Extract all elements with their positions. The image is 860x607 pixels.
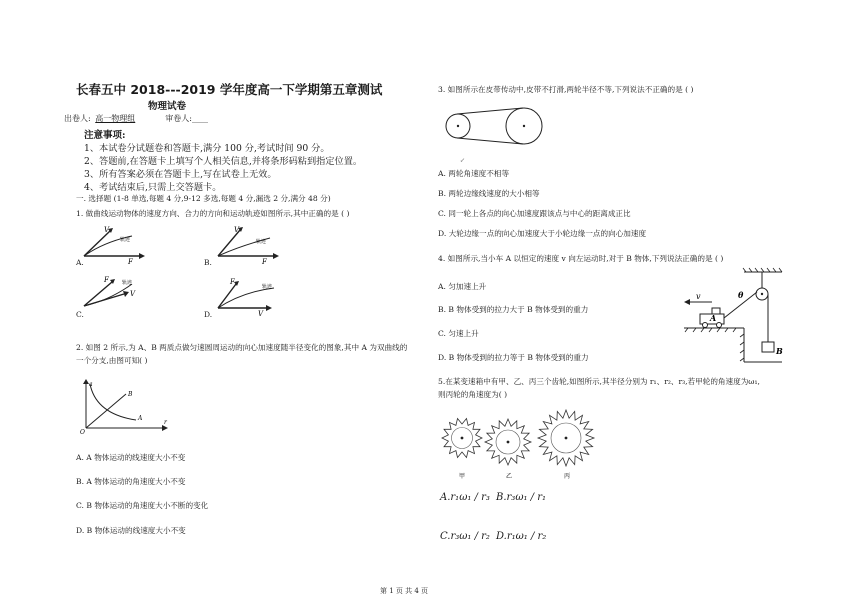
- q4-option-c: C. 匀速上升: [438, 329, 479, 338]
- q1-option-c: C.: [76, 310, 84, 319]
- q2-option-c: C. B 物体运动的角速度大小不断的变化: [76, 501, 209, 510]
- q5-option-b: B.r₃ω₁ / r₁: [496, 492, 546, 503]
- page-footer: 第 1 页 共 4 页: [380, 587, 429, 595]
- exam-title: 长春五中 2018---2019 学年度高一下学期第五章测试: [76, 82, 383, 97]
- q5-gears-figure: [438, 408, 608, 480]
- f-label: F: [128, 258, 133, 266]
- q3-option-c: C. 同一轮上各点的向心加速度跟该点与中心的距离成正比: [438, 209, 631, 218]
- q1-figure-d: [218, 278, 278, 316]
- theta-label: θ: [738, 290, 744, 300]
- q3-belt-figure: [440, 106, 550, 166]
- q1-stem: 1. 做曲线运动物体的速度方向、合力的方向和运动轨迹如图所示,其中正确的是 ( ): [76, 209, 350, 218]
- q5-option-a: A.r₁ω₁ / r₃: [440, 492, 490, 503]
- q2-option-a: A. A 物体运动的线速度大小不变: [76, 453, 186, 462]
- block-b-label: B: [776, 346, 783, 356]
- origin-label: O: [80, 429, 85, 436]
- f-label: F: [104, 276, 109, 284]
- q4-option-a: A. 匀加速上升: [438, 282, 487, 291]
- q4-stem: 4. 如图所示,当小车 A 以恒定的速度 v 向左运动时,对于 B 物体,下列说法正确的是 ( ): [438, 254, 724, 263]
- velocity-label: v: [696, 292, 701, 301]
- notice-item: 1、本试卷分试题卷和答题卡,满分 100 分,考试时间 90 分。: [84, 143, 330, 154]
- q1-figure-c: [84, 278, 144, 316]
- axis-a-label: a: [89, 381, 93, 388]
- q2-stem-line1: 2. 如图 2 所示,为 A、B 两质点做匀速圆周运动的向心加速度随半径变化的图象,其中 A 为双曲线的: [76, 343, 408, 352]
- q1-option-d: D.: [204, 310, 213, 319]
- curve-a-label: A: [138, 415, 143, 422]
- gear-label-jia: 甲: [459, 473, 466, 480]
- gear-bing-center: [565, 437, 568, 440]
- track-label: 轨迹: [120, 237, 131, 243]
- q3-option-a: A. 两轮角速度不相等: [438, 169, 510, 178]
- gear-label-bing: 丙: [564, 473, 571, 480]
- gear-yi-center: [507, 441, 510, 444]
- q5-option-d: D.r₁ω₁ / r₂: [496, 531, 547, 542]
- author-value: 高一物理组: [95, 114, 136, 123]
- v-label: V: [234, 226, 240, 234]
- notice-item: 3、所有答案必须在答题卡上,写在试卷上无效。: [84, 169, 277, 180]
- q1-option-b: B.: [204, 258, 212, 267]
- q4-option-d: D. B 物体受到的拉力等于 B 物体受到的重力: [438, 353, 589, 362]
- q3-stem: 3. 如图所示在皮带传动中,皮带不打滑,两轮半径不等,下列说法不正确的是 ( ): [438, 85, 694, 94]
- track-label: 轨迹: [256, 239, 267, 245]
- reviewer-value: ____: [191, 114, 208, 123]
- q1-figure-a: [84, 226, 144, 264]
- f-label: F: [262, 258, 267, 266]
- q5-stem-line2: 则丙轮的角速度为( ): [438, 390, 508, 399]
- q5-stem-line1: 5.在某变速箱中有甲、乙、丙三个齿轮,如图所示,其半径分别为 r₁、r₂、r₃,若甲轮的角速度为ω₁,: [438, 377, 760, 386]
- q2-stem-line2: 一个分支,由图可知( ): [76, 356, 148, 365]
- q5-option-c: C.r₃ω₁ / r₂: [440, 531, 490, 542]
- v-label: V: [104, 226, 110, 234]
- exam-subtitle: 物理试卷: [148, 101, 187, 112]
- author-label: 出卷人:: [64, 114, 91, 123]
- q2-option-d: D. B 物体运动的线速度大小不变: [76, 526, 186, 535]
- gear-label-yi: 乙: [506, 473, 513, 480]
- section-heading: 一. 选择题 (1-8 单选,每题 4 分,9-12 多选,每题 4 分,漏选 2 分,满分 48 分): [76, 194, 331, 203]
- curve-b-label: B: [128, 391, 133, 398]
- notice-heading: 注意事项:: [84, 130, 126, 141]
- q3-option-b: B. 两轮边缘线速度的大小相等: [438, 189, 540, 198]
- q4-pulley-figure: [684, 268, 784, 368]
- svg-text:↙: ↙: [460, 157, 466, 164]
- q1-figure-b: [218, 226, 278, 264]
- v-label: V: [258, 310, 264, 318]
- v-label: V: [130, 290, 136, 298]
- q2-option-b: B. A 物体运动的角速度大小不变: [76, 477, 186, 486]
- track-label: 轨迹: [122, 280, 133, 286]
- reviewer-label: 审卷人:: [165, 114, 192, 123]
- track-label: 轨迹: [262, 284, 273, 290]
- q2-graph: [80, 380, 170, 436]
- notice-item: 2、答题前,在答题卡上填写个人相关信息,并将条形码粘到指定位置。: [84, 156, 363, 167]
- axis-r-label: r: [164, 419, 167, 426]
- gear-jia-center: [461, 437, 464, 440]
- q3-option-d: D. 大轮边缘一点的向心加速度大于小轮边缘一点的向心加速度: [438, 229, 647, 238]
- q4-option-b: B. B 物体受到的拉力大于 B 物体受到的重力: [438, 305, 589, 314]
- notice-item: 4、考试结束后,只需上交答题卡。: [84, 182, 222, 193]
- q1-option-a: A.: [76, 258, 84, 267]
- exam-meta: [64, 113, 208, 124]
- f-label: F: [230, 278, 235, 286]
- car-a-label: A: [710, 313, 717, 323]
